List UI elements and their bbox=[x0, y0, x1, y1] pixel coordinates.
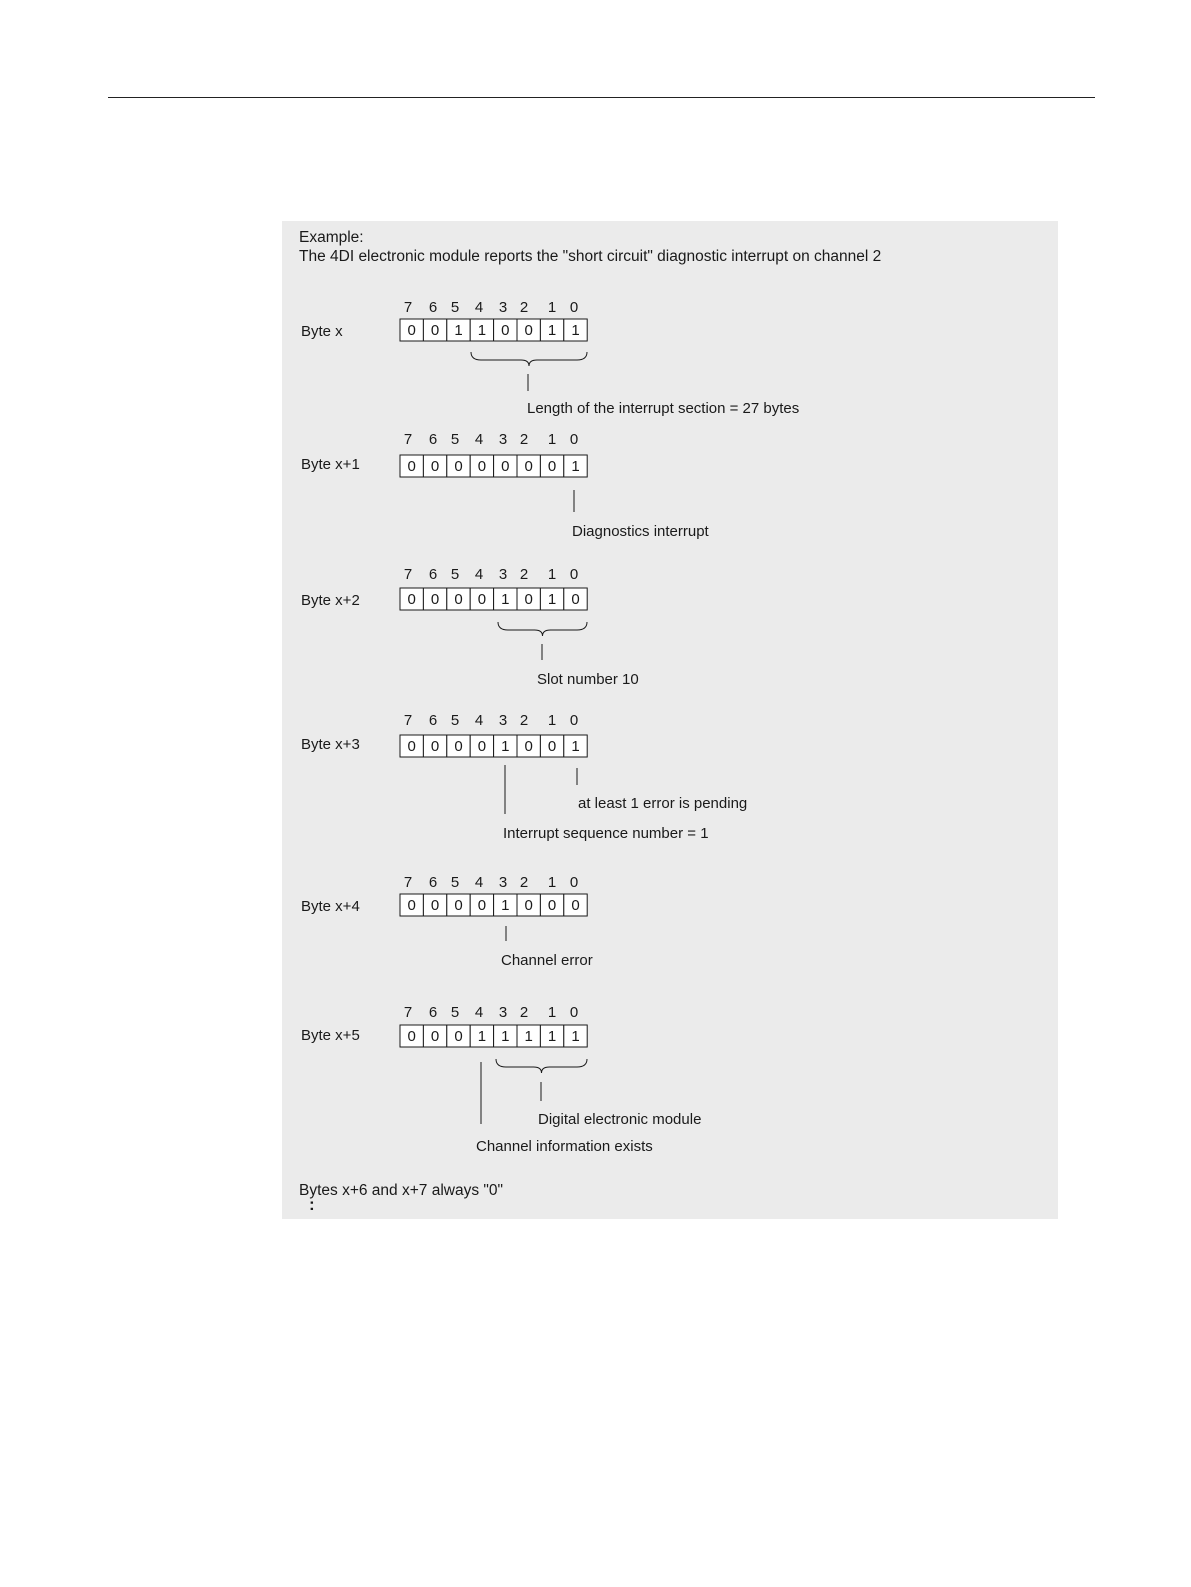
continuation-mark: : bbox=[309, 1195, 315, 1214]
bit-value: 1 bbox=[547, 1028, 557, 1045]
bit-position-label: 4 bbox=[474, 566, 484, 583]
bit-position-label: 3 bbox=[498, 431, 508, 448]
byte-label: Byte x+2 bbox=[301, 592, 360, 609]
bit-position-label: 4 bbox=[474, 874, 484, 891]
byte-label: Byte x+5 bbox=[301, 1027, 360, 1044]
bit-value: 1 bbox=[477, 322, 487, 339]
annotation-brace bbox=[498, 622, 587, 636]
bit-position-label: 2 bbox=[519, 874, 529, 891]
bit-position-label: 3 bbox=[498, 712, 508, 729]
bit-position-label: 4 bbox=[474, 1004, 484, 1021]
bit-position-label: 2 bbox=[519, 431, 529, 448]
bit-value: 0 bbox=[430, 591, 440, 608]
bit-value: 0 bbox=[524, 738, 533, 755]
bit-position-label: 3 bbox=[498, 299, 508, 316]
bit-value: 0 bbox=[454, 738, 463, 755]
annotation-text: Channel error bbox=[501, 952, 593, 969]
bit-position-label: 6 bbox=[428, 874, 438, 891]
footer-note: Bytes x+6 and x+7 always "0" bbox=[299, 1182, 504, 1199]
bit-position-label: 2 bbox=[519, 712, 529, 729]
annotation-text: at least 1 error is pending bbox=[578, 795, 748, 812]
bit-value: 0 bbox=[407, 591, 416, 608]
bit-position-label: 7 bbox=[403, 874, 413, 891]
bit-value: 0 bbox=[571, 897, 580, 914]
bit-value: 0 bbox=[454, 458, 463, 475]
bit-value: 1 bbox=[571, 322, 580, 339]
bit-value: 0 bbox=[430, 738, 440, 755]
bit-value: 0 bbox=[547, 738, 557, 755]
bit-position-label: 0 bbox=[569, 566, 579, 583]
bit-value: 1 bbox=[571, 1028, 580, 1045]
bit-value: 0 bbox=[501, 458, 510, 475]
bit-position-label: 5 bbox=[450, 431, 460, 448]
bit-position-label: 4 bbox=[474, 431, 484, 448]
bit-position-label: 7 bbox=[403, 431, 413, 448]
bit-value: 1 bbox=[501, 738, 510, 755]
bit-value: 1 bbox=[501, 1028, 510, 1045]
bit-position-label: 2 bbox=[519, 566, 529, 583]
bit-value: 0 bbox=[430, 322, 440, 339]
bit-position-label: 7 bbox=[403, 1004, 413, 1021]
bit-value: 0 bbox=[407, 322, 416, 339]
annotation-text: Channel information exists bbox=[476, 1138, 653, 1155]
bit-value: 0 bbox=[571, 591, 580, 608]
bit-position-label: 4 bbox=[474, 299, 484, 316]
bit-position-label: 0 bbox=[569, 1004, 579, 1021]
bit-position-label: 5 bbox=[450, 299, 460, 316]
example-label: Example: bbox=[299, 229, 364, 246]
bit-position-label: 3 bbox=[498, 874, 508, 891]
bit-position-label: 3 bbox=[498, 1004, 508, 1021]
bit-value: 0 bbox=[524, 458, 533, 475]
annotation-text: Digital electronic module bbox=[538, 1111, 702, 1128]
bit-position-label: 1 bbox=[547, 431, 557, 448]
bit-value: 0 bbox=[501, 322, 510, 339]
annotation-text: Length of the interrupt section = 27 bytes bbox=[527, 400, 800, 417]
bit-value: 0 bbox=[454, 591, 463, 608]
bit-value: 0 bbox=[454, 1028, 463, 1045]
bit-value: 1 bbox=[524, 1028, 533, 1045]
example-description: The 4DI electronic module reports the "short circuit" diagnostic interrupt on channel 2 bbox=[299, 248, 882, 265]
bit-position-label: 3 bbox=[498, 566, 508, 583]
byte-label: Byte x+1 bbox=[301, 456, 360, 473]
bit-position-label: 1 bbox=[547, 566, 557, 583]
bit-value: 1 bbox=[477, 1028, 487, 1045]
bit-value: 0 bbox=[524, 322, 533, 339]
bit-value: 0 bbox=[407, 897, 416, 914]
bit-position-label: 1 bbox=[547, 712, 557, 729]
bit-position-label: 1 bbox=[547, 1004, 557, 1021]
bit-position-label: 0 bbox=[569, 431, 579, 448]
bit-position-label: 6 bbox=[428, 712, 438, 729]
bit-value: 1 bbox=[501, 897, 510, 914]
bit-position-label: 6 bbox=[428, 1004, 438, 1021]
bit-position-label: 5 bbox=[450, 566, 460, 583]
bit-value: 1 bbox=[454, 322, 463, 339]
bit-position-label: 0 bbox=[569, 299, 579, 316]
bit-position-label: 5 bbox=[450, 874, 460, 891]
bit-value: 0 bbox=[477, 458, 487, 475]
bit-position-label: 7 bbox=[403, 566, 413, 583]
bit-value: 0 bbox=[430, 1028, 440, 1045]
bit-value: 0 bbox=[430, 897, 440, 914]
bit-position-label: 6 bbox=[428, 299, 438, 316]
bit-position-label: 4 bbox=[474, 712, 484, 729]
bit-value: 1 bbox=[501, 591, 510, 608]
bit-position-label: 2 bbox=[519, 299, 529, 316]
bit-value: 0 bbox=[547, 458, 557, 475]
byte-label: Byte x+3 bbox=[301, 736, 360, 753]
annotation-text: Slot number 10 bbox=[537, 671, 639, 688]
bit-position-label: 7 bbox=[403, 712, 413, 729]
bit-position-label: 6 bbox=[428, 431, 438, 448]
annotation-brace bbox=[471, 352, 587, 366]
bit-value: 0 bbox=[477, 738, 487, 755]
bit-value: 0 bbox=[524, 591, 533, 608]
bit-value: 0 bbox=[407, 738, 416, 755]
bit-value: 0 bbox=[524, 897, 533, 914]
bit-value: 0 bbox=[477, 591, 487, 608]
bit-value: 1 bbox=[571, 738, 580, 755]
bit-value: 1 bbox=[571, 458, 580, 475]
bit-position-label: 2 bbox=[519, 1004, 529, 1021]
bit-position-label: 0 bbox=[569, 712, 579, 729]
bit-position-label: 7 bbox=[403, 299, 413, 316]
bit-position-label: 1 bbox=[547, 874, 557, 891]
bit-value: 0 bbox=[430, 458, 440, 475]
bit-value: 0 bbox=[547, 897, 557, 914]
annotation-text: Diagnostics interrupt bbox=[572, 523, 709, 540]
bit-value: 0 bbox=[477, 897, 487, 914]
bit-value: 0 bbox=[454, 897, 463, 914]
annotation-text: Interrupt sequence number = 1 bbox=[503, 825, 709, 842]
bit-position-label: 5 bbox=[450, 712, 460, 729]
annotation-brace bbox=[496, 1059, 587, 1073]
bit-value: 1 bbox=[547, 591, 557, 608]
bit-position-label: 5 bbox=[450, 1004, 460, 1021]
bit-position-label: 1 bbox=[547, 299, 557, 316]
bit-position-label: 0 bbox=[569, 874, 579, 891]
bit-value: 0 bbox=[407, 458, 416, 475]
bit-position-label: 6 bbox=[428, 566, 438, 583]
bit-value: 0 bbox=[407, 1028, 416, 1045]
bit-value: 1 bbox=[547, 322, 557, 339]
byte-label: Byte x bbox=[301, 323, 343, 340]
byte-label: Byte x+4 bbox=[301, 898, 360, 915]
